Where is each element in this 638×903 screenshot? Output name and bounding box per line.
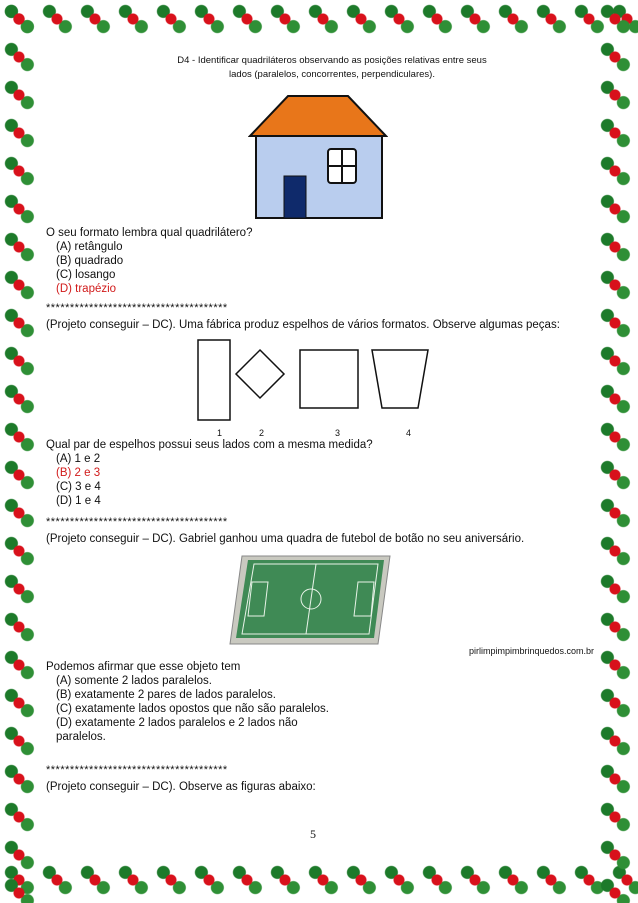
page-number: 5 (310, 827, 316, 841)
mirror-shapes-figure (192, 336, 432, 434)
decorative-border-left (0, 0, 42, 903)
q3-question: Podemos afirmar que esse objeto tem (46, 661, 241, 673)
mirror-label-1: 1 (217, 428, 223, 438)
decorative-border-right (596, 0, 638, 903)
house-figure (248, 94, 388, 220)
decorative-border-top (0, 0, 638, 42)
q1-option-a: (A) retângulo (56, 241, 123, 253)
house-wall (256, 136, 382, 218)
q3-intro: (Projeto conseguir – DC). Gabriel ganhou uma quadra de futebol de botão no seu aniversário. (46, 533, 525, 545)
decorative-border-bottom (0, 861, 638, 903)
q2-intro: (Projeto conseguir – DC). Uma fábrica produz espelhos de vários formatos. Observe algumas peças: (46, 319, 560, 331)
q3-option-a: (A) somente 2 lados paralelos. (56, 675, 212, 687)
header-line-2: lados (paralelos, concorrentes, perpendiculares). (229, 69, 435, 80)
q3-option-d: (D) exatamente 2 lados paralelos e 2 lados não (56, 717, 298, 729)
separator-3: ************************************** (46, 764, 228, 776)
q1-question: O seu formato lembra qual quadrilátero? (46, 227, 253, 239)
separator-1: ************************************** (46, 302, 228, 314)
q3-option-b: (B) exatamente 2 pares de lados paralelos. (56, 689, 276, 701)
house-roof-trapezoid (250, 96, 386, 136)
q2-option-c: (C) 3 e 4 (56, 481, 101, 493)
image-credit: pirlimpimpimbrinquedos.com.br (468, 646, 594, 656)
q2-option-d: (D) 1 e 4 (56, 495, 101, 507)
q2-question: Qual par de espelhos possui seus lados com a mesma medida? (46, 439, 373, 451)
document-page (42, 42, 596, 861)
mirror-label-4: 4 (406, 428, 412, 438)
q4-intro: (Projeto conseguir – DC). Observe as figuras abaixo: (46, 781, 316, 793)
mirror-label-3: 3 (335, 428, 341, 438)
football-field-figure (228, 550, 392, 648)
q1-option-d-answer: (D) trapézio (56, 283, 117, 295)
q1-option-c: (C) losango (56, 269, 116, 281)
q3-option-d-continued: paralelos. (56, 731, 106, 743)
q2-option-b-answer: (B) 2 e 3 (56, 467, 101, 479)
mirror-1-rectangle (198, 340, 230, 420)
q2-option-a: (A) 1 e 2 (56, 453, 101, 465)
house-door (284, 176, 306, 218)
mirror-label-2: 2 (259, 428, 265, 438)
separator-2: ************************************** (46, 516, 228, 528)
mirror-3-square (300, 350, 358, 408)
q3-option-c: (C) exatamente lados opostos que não são paralelos. (56, 703, 329, 715)
mirror-4-trapezoid (372, 350, 428, 408)
descriptor-header (142, 54, 522, 82)
header-line-1: D4 - Identificar quadriláteros observando as posições relativas entre seus (177, 55, 487, 66)
mirror-2-rhombus (236, 350, 284, 398)
q1-option-b: (B) quadrado (56, 255, 124, 267)
